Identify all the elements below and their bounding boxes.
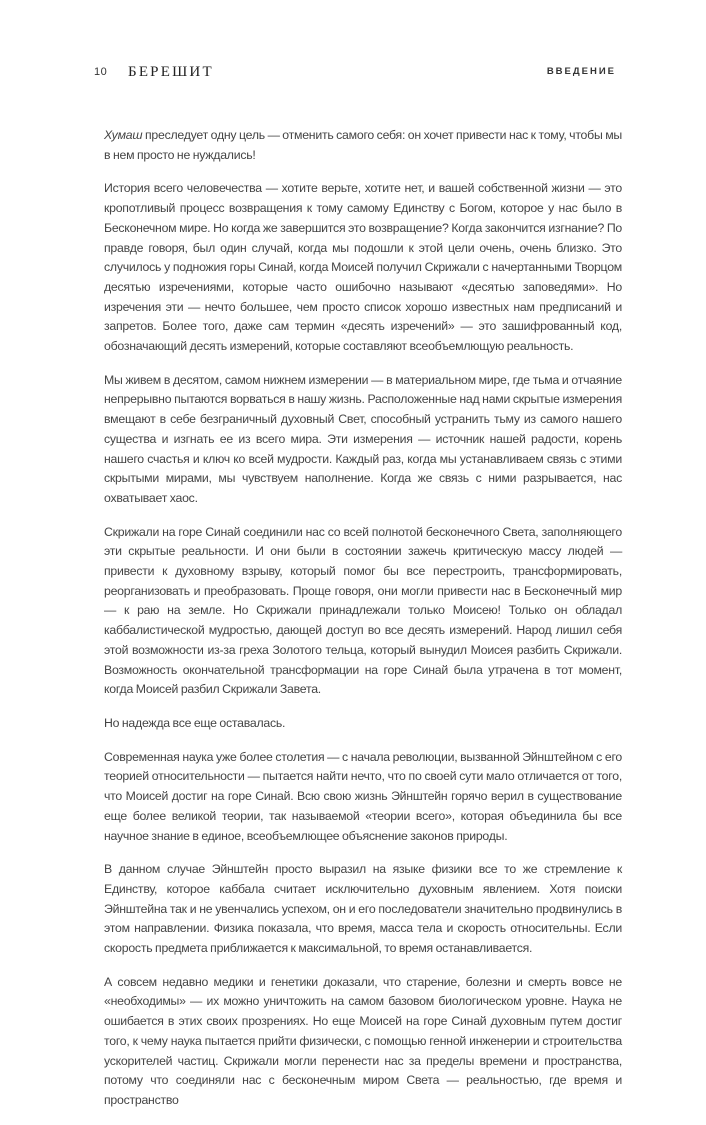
page-number: 10 xyxy=(94,66,108,78)
paragraph-8: А совсем недавно медики и генетики доказали, что старение, болезни и смерть вовсе не «необходимы» — их можно уничтожить на самом базовом биологическом уровне. Наука не ошибается в этих своих прозрениях. Но еще Моисей на горе Синай духовным путем достиг того, к чему наука пытается прийти физически, с помощью генной инженерии и строительства ускорителей частиц. Скрижали могли перенести нас за пределы времени и пространства, потому что соединяли нас с бесконечным миром Света — реальностью, где время и пространство xyxy=(104,974,622,1107)
italic-term: Хумаш xyxy=(104,128,143,142)
paragraph-3: Мы живем в десятом, самом нижнем измерении — в материальном мире, где тьма и отчаяние непрерывно пытаются ворваться в нашу жизнь. Расположенные над нами скрытые измерения вмещают в себе безграничный духовный Свет, способный устранить тьму из самого нашего существа и изгнать ее из всего мира. Эти измерения — источник нашей радости, корень нашего счастья и ключ ко всей мудрости. Каждый раз, когда мы устанавливаем связь с этими скрытыми мирами, мы чувствуем наполнение. Когда же связь с ними разрывается, нас охватывает хаос. xyxy=(104,372,622,505)
paragraph-4: Скрижали на горе Синай соединили нас со всей полнотой бесконечного Света, заполняющего эти скрытые реальности. И они были в состоянии зажечь критическую массу людей — привести к духовному взрыву, который помог бы все перестроить, трансформировать, реорганизовать и преобразовать. Проще говоря, они могли привести нас в Бесконечный мир — к раю на земле. Но Скрижали принадлежали только Моисею! Только он обладал каббалистической мудростью, дающей доступ во все десять измерений. Народ лишил себя этой возможности из-за греха Золотого тельца, который вынудил Моисея разбить Скрижали. Возможность окончательной трансформации на горе Синай была утрачена в тот момент, когда Моисей разбил Скрижали Завета. xyxy=(104,524,622,697)
section-title: ВВЕДЕНИЕ xyxy=(546,66,616,77)
paragraph-5: Но надежда все еще оставалась. xyxy=(104,715,286,730)
body-text xyxy=(104,126,622,1125)
paragraph-2: История всего человечества — хотите верьте, хотите нет, и вашей собственной жизни — это кропотливый процесс возвращения к тому самому Единству с Богом, которое у нас было в Бесконечном мире. Но когда же завершится это возвращение? Когда закончится изгнание? По правде говоря, был один случай, когда мы подошли к этой цели очень, очень близко. Это случилось у подножия горы Синай, когда Моисей получил Скрижали с начертанными Творцом десятью изречениями, которые часто ошибочно называют «десятью заповедями». Но изречения эти — нечто большее, чем просто список хорошо известных нам предписаний и запретов. Более того, даже сам термин «десять изречений» — это зашифрованный код, обозначающий десять измерений, которые составляют всеобъемлющую реальность. xyxy=(104,181,622,354)
paragraph-text: преследует одну цель — отменить самого себя: он хочет привести нас к тому, чтобы мы в нем просто не нуждались! xyxy=(104,128,622,162)
running-header xyxy=(94,66,616,82)
book-title: БЕРЕШИТ xyxy=(128,64,214,80)
paragraph-6: Современная наука уже более столетия — с начала революции, вызванной Эйнштейном с его теорией относительности — пытается найти нечто, что по своей сути мало отличается от того, что Моисей достиг на горе Синай. Всю свою жизнь Эйнштейн горячо верил в существование еще более великой теории, так называемой «теории всего», которая объединила бы все научное знание в единое, всеобъемлющее объяснение законов природы. xyxy=(104,749,622,843)
paragraph-7: В данном случае Эйнштейн просто выразил на языке физики все то же стремление к Единству, которое каббала считает исключительно духовным явлением. Хотя поиски Эйнштейна так и не увенчались успехом, он и его последователи значительно продвинулись в этом направлении. Физика показала, что время, масса тела и скорость относительны. Если скорость предмета приближается к максимальной, то время останавливается. xyxy=(104,862,622,956)
paragraph-1 xyxy=(104,126,622,165)
